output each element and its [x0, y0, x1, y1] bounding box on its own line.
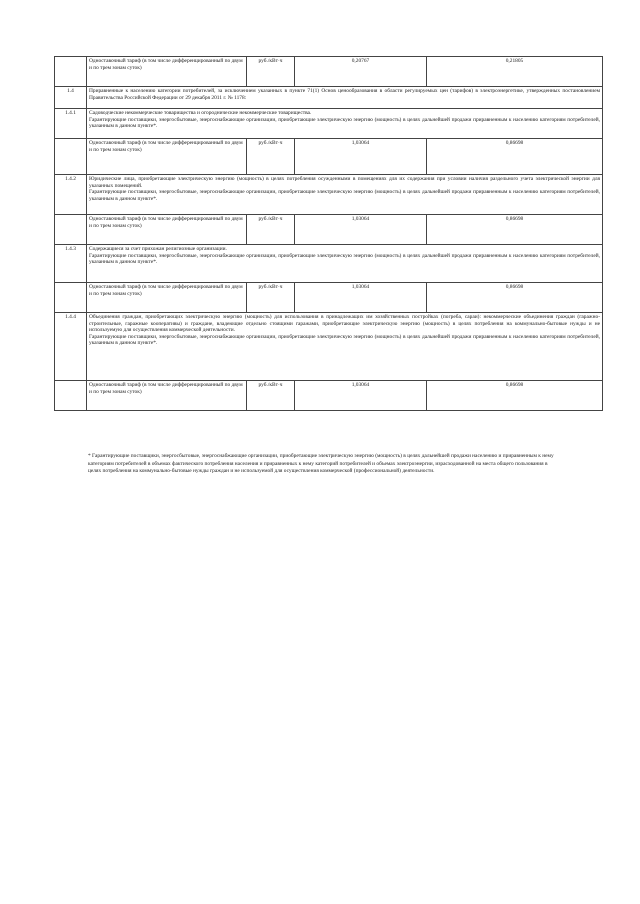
- row-number-cell: 1.4.4: [55, 313, 87, 381]
- category-text: Гарантирующие поставщики, энергосбытовые, энергоснабжающие организации, приобретающие электрическую энергию (мощность) в целях дальнейшей продажи приравненным к населению категориям потребителей, указанным в данном пункте*.: [89, 333, 600, 347]
- category-text: Садоводческие некоммерческие товарищества и огороднические некоммерческие товарищества.: [89, 110, 312, 116]
- table-row: [55, 175, 603, 215]
- row-number-cell: [55, 215, 87, 245]
- table-row: [55, 215, 603, 245]
- value-cell-1: 1,03064: [295, 139, 427, 175]
- unit-cell: руб./кВт·ч: [247, 139, 295, 175]
- tariff-name-cell: Одноставочный тариф (в том числе дифференцированный по двум и по трем зонам суток): [87, 381, 247, 411]
- value-cell-2: 0,86698: [427, 139, 603, 175]
- table-row: [55, 283, 603, 313]
- table-row: [55, 109, 603, 139]
- table-row: [55, 313, 603, 381]
- category-text: Объединения граждан, приобретающих электрическую энергию (мощность) для использования в принадлежащих им хозяйственных постройках (погреба, сараи): некоммерческие объединения граждан (гаражно-строительные, гаражные кооперативы) и граждане, владеющие отдельно стоящими гаражами, приобретающие электрическую энергию (мощность) в целях потребления на коммунально-бытовые нужды и не используемую для осуществления коммерческой деятельности.: [89, 314, 600, 334]
- row-number-cell: 1.4.3: [55, 245, 87, 283]
- row-number-cell: 1.4: [55, 87, 87, 109]
- value-cell-2: 0,21805: [427, 57, 603, 87]
- category-description-cell: Приравненные к населению категории потребителей, за исключением указанных в пункте 71(1) Основ ценообразования в области регулируемых цен (тарифов) в электроэнергетике, утвержденных постановлением Правительства Российской Федерации от 29 декабря 2011 г. № 1178:: [87, 87, 603, 109]
- value-cell-2: 0,86698: [427, 215, 603, 245]
- tariff-table: [54, 56, 603, 411]
- row-number-cell: [55, 381, 87, 411]
- value-cell-2: 0,86698: [427, 283, 603, 313]
- category-description-cell: [87, 313, 603, 381]
- tariff-name-cell: Одноставочный тариф (в том числе дифференцированный по двум и по трем зонам суток): [87, 283, 247, 313]
- category-text: Гарантирующие поставщики, энергосбытовые, энергоснабжающие организации, приобретающие электрическую энергию (мощность) в целях дальнейшей продажи приравненным к населению категориям потребителей, указанным в данном пункте*.: [89, 189, 600, 202]
- footnote: * Гарантирующие поставщики, энергосбытовые, энергоснабжающие организации, приобретающие электрическую энергию (мощность) в целях дальнейшей продажи населению и приравненным к нему категориям потребителей в объемах фактического потребления населения и приравненных к нему категорий потребителей и объемах электроэнергии, израсходованной на места общего пользования в целях потребления на коммунально-бытовые нужды граждан и не используемой для осуществления коммерческой (профессиональной) деятельности.: [88, 453, 554, 475]
- tariff-name-cell: Одноставочный тариф (в том числе дифференцированный по двум и по трем зонам суток): [87, 139, 247, 175]
- category-text: Содержащиеся за счет прихожан религиозные организации.: [89, 246, 227, 252]
- category-text: Гарантирующие поставщики, энергосбытовые, энергоснабжающие организации, приобретающие электрическую энергию (мощность) в целях дальнейшей продажи приравненным к населению категориям потребителей, указанным в данном пункте*.: [89, 252, 600, 266]
- value-cell-1: 1,03064: [295, 215, 427, 245]
- category-description-cell: [87, 175, 603, 215]
- unit-cell: руб./кВт·ч: [247, 57, 295, 87]
- value-cell-1: 1,03064: [295, 283, 427, 313]
- table-row: [55, 57, 603, 87]
- category-description-cell: [87, 245, 603, 283]
- category-description-cell: [87, 109, 603, 139]
- category-text: Гарантирующие поставщики, энергосбытовые, энергоснабжающие организации, приобретающие электрическую энергию (мощность) в целях дальнейшей продажи приравненным к населению категориям потребителей, указанным в данном пункте*.: [89, 116, 600, 130]
- row-number-cell: [55, 283, 87, 313]
- row-number-cell: [55, 57, 87, 87]
- value-cell-2: 0,86698: [427, 381, 603, 411]
- row-number-cell: [55, 139, 87, 175]
- tariff-name-cell: Одноставочный тариф (в том числе дифференцированный по двум и по трем зонам суток): [87, 57, 247, 87]
- category-text: Юридические лица, приобретающие электрическую энергию (мощность) в целях потребления осужденными в помещениях для их содержания при условии наличия раздельного учета электрической энергии для указанных помещений.: [89, 176, 600, 189]
- row-number-cell: 1.4.1: [55, 109, 87, 139]
- unit-cell: руб./кВт·ч: [247, 381, 295, 411]
- value-cell-1: 1,03064: [295, 381, 427, 411]
- table-row: [55, 381, 603, 411]
- tariff-name-cell: Одноставочный тариф (в том числе дифференцированный по двум и по трем зонам суток): [87, 215, 247, 245]
- row-number-cell: 1.4.2: [55, 175, 87, 215]
- table-row: [55, 139, 603, 175]
- unit-cell: руб./кВт·ч: [247, 215, 295, 245]
- table-row: [55, 245, 603, 283]
- value-cell-1: 0,20767: [295, 57, 427, 87]
- unit-cell: руб./кВт·ч: [247, 283, 295, 313]
- table-row: [55, 87, 603, 109]
